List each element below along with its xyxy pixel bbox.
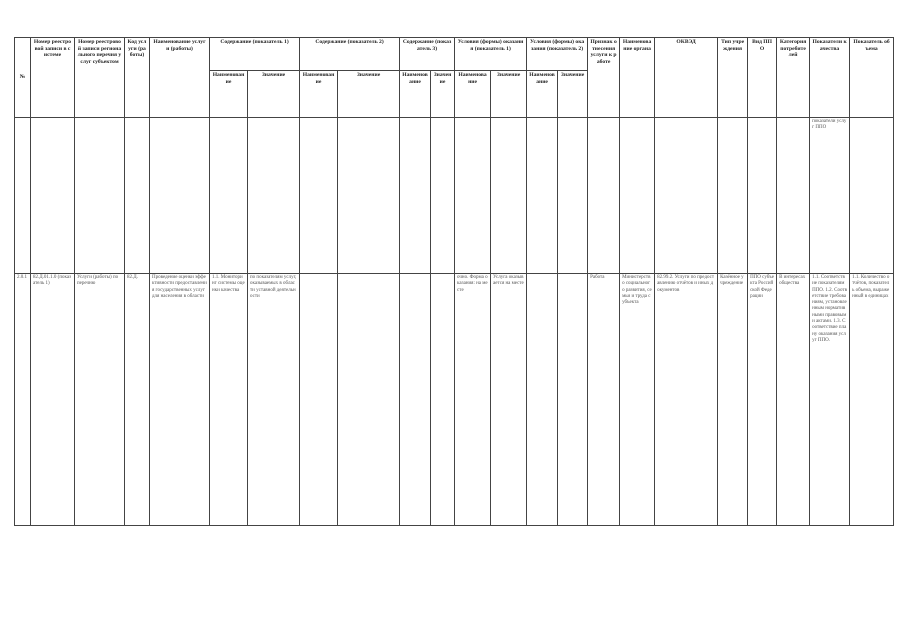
subheader-value: Значение — [338, 71, 400, 118]
table-cell — [300, 118, 338, 274]
header-consumer-category: Категория потребителей — [777, 38, 810, 118]
subheader-name: Наименование — [400, 71, 431, 118]
subheader-value: Значение — [248, 71, 300, 118]
header-institution-type: Тип учреждения — [718, 38, 748, 118]
subheader-value: Значение — [431, 71, 455, 118]
cell-sign-type: Работа — [588, 274, 620, 526]
table-cell — [588, 118, 620, 274]
cell-service-code: 82.Д. — [125, 274, 150, 526]
header-service-code: Код услуги (работы) — [125, 38, 150, 118]
table-cell — [558, 274, 588, 526]
table-cell — [15, 118, 31, 274]
table-cell — [558, 118, 588, 274]
cell-num: 2.0.1 — [15, 274, 31, 526]
cell-reg-number-system: 82.Д.01.1.0 (показатель 1) — [31, 274, 75, 526]
header-volume-indicators: Показатель объема — [850, 38, 894, 118]
cell-quality-indicators: показатели услуг ППО — [810, 118, 850, 274]
table-cell — [400, 118, 431, 274]
subheader-value: Значение — [558, 71, 588, 118]
cell-service-name: Проведение оценки эффективности предоставления государственных услуг для населения в области — [150, 274, 210, 526]
table-cell — [125, 118, 150, 274]
table-cell — [300, 274, 338, 526]
table-cell — [655, 118, 718, 274]
cell-reg-number-subject: Услуги (работы) по перечню — [75, 274, 125, 526]
cell-content-1-name: 1.1. Мониторинг системы оценки качества — [210, 274, 248, 526]
subheader-name: Наименование — [210, 71, 248, 118]
subheader-name: Наименование — [300, 71, 338, 118]
cell-institution-type: Казённое учреждение — [718, 274, 748, 526]
header-ppo-type: Вид ППО — [748, 38, 777, 118]
table-cell — [748, 118, 777, 274]
table-cell — [527, 274, 558, 526]
cell-volume-indicators: 1.1. Количество отчётов, показатель объема, выраженный в единицах — [850, 274, 894, 526]
table-cell — [400, 274, 431, 526]
subheader-name: Наименование — [455, 71, 491, 118]
header-quality-indicators: Показатели качества — [810, 38, 850, 118]
table-cell — [431, 274, 455, 526]
table-cell — [31, 118, 75, 274]
table-cell — [850, 118, 894, 274]
cell-authority: Министерство социального развития, семьи и труда субъекта — [620, 274, 655, 526]
header-reg-number-system: Номер реестровой записи в системе — [31, 38, 75, 118]
header-sign-type: Признак отнесения услуги к работе — [588, 38, 620, 118]
header-content-1: Содержание (показатель 1) — [210, 38, 300, 71]
header-content-2: Содержание (показатель 2) — [300, 38, 400, 71]
table-cell — [718, 118, 748, 274]
cell-conditions-1-name: очно. Форма оказания: на месте — [455, 274, 491, 526]
table-row — [15, 118, 894, 274]
table-row — [15, 274, 894, 526]
table-cell — [431, 118, 455, 274]
register-table — [14, 37, 894, 526]
header-content-3: Содержание (показатель 3) — [400, 38, 455, 71]
cell-okved: 82.99.2. Услуги по предоставлению отчётов и иных документов — [655, 274, 718, 526]
table-cell — [527, 118, 558, 274]
header-reg-number-subject: Номер реестровой записи регионального перечня услуг субъектом — [75, 38, 125, 118]
cell-quality-indicators: 1.1. Соответствие показателям ППО. 1.2. Соответствие требованиям, установленным нормативными правовыми актами. 1.3. Соответствие плану оказания услуг ППО. — [810, 274, 850, 526]
header-row-1 — [15, 38, 894, 71]
header-authority: Наименование органа — [620, 38, 655, 118]
subheader-value: Значение — [491, 71, 527, 118]
table-cell — [210, 118, 248, 274]
table-cell — [777, 118, 810, 274]
table-cell — [338, 274, 400, 526]
cell-conditions-1-value: Услуга оказывается на месте — [491, 274, 527, 526]
table-cell — [75, 118, 125, 274]
subheader-name: Наименование — [527, 71, 558, 118]
table-cell — [338, 118, 400, 274]
header-okved: ОКВЭД — [655, 38, 718, 118]
header-service-name: Наименование услуги (работы) — [150, 38, 210, 118]
cell-consumer-category: В интересах общества — [777, 274, 810, 526]
table-cell — [455, 118, 491, 274]
header-conditions-2: Условия (формы) оказания (показатель 2) — [527, 38, 588, 71]
table-cell — [620, 118, 655, 274]
cell-content-1-value: по показателям услуг, оказываемых в области уставной деятельности — [248, 274, 300, 526]
table-cell — [248, 118, 300, 274]
table-cell — [491, 118, 527, 274]
cell-ppo-type: ППО субъекта Российской Федерации — [748, 274, 777, 526]
table-cell — [150, 118, 210, 274]
header-num: № — [15, 38, 31, 118]
header-conditions-1: Условия (формы) оказания (показатель 1) — [455, 38, 527, 71]
